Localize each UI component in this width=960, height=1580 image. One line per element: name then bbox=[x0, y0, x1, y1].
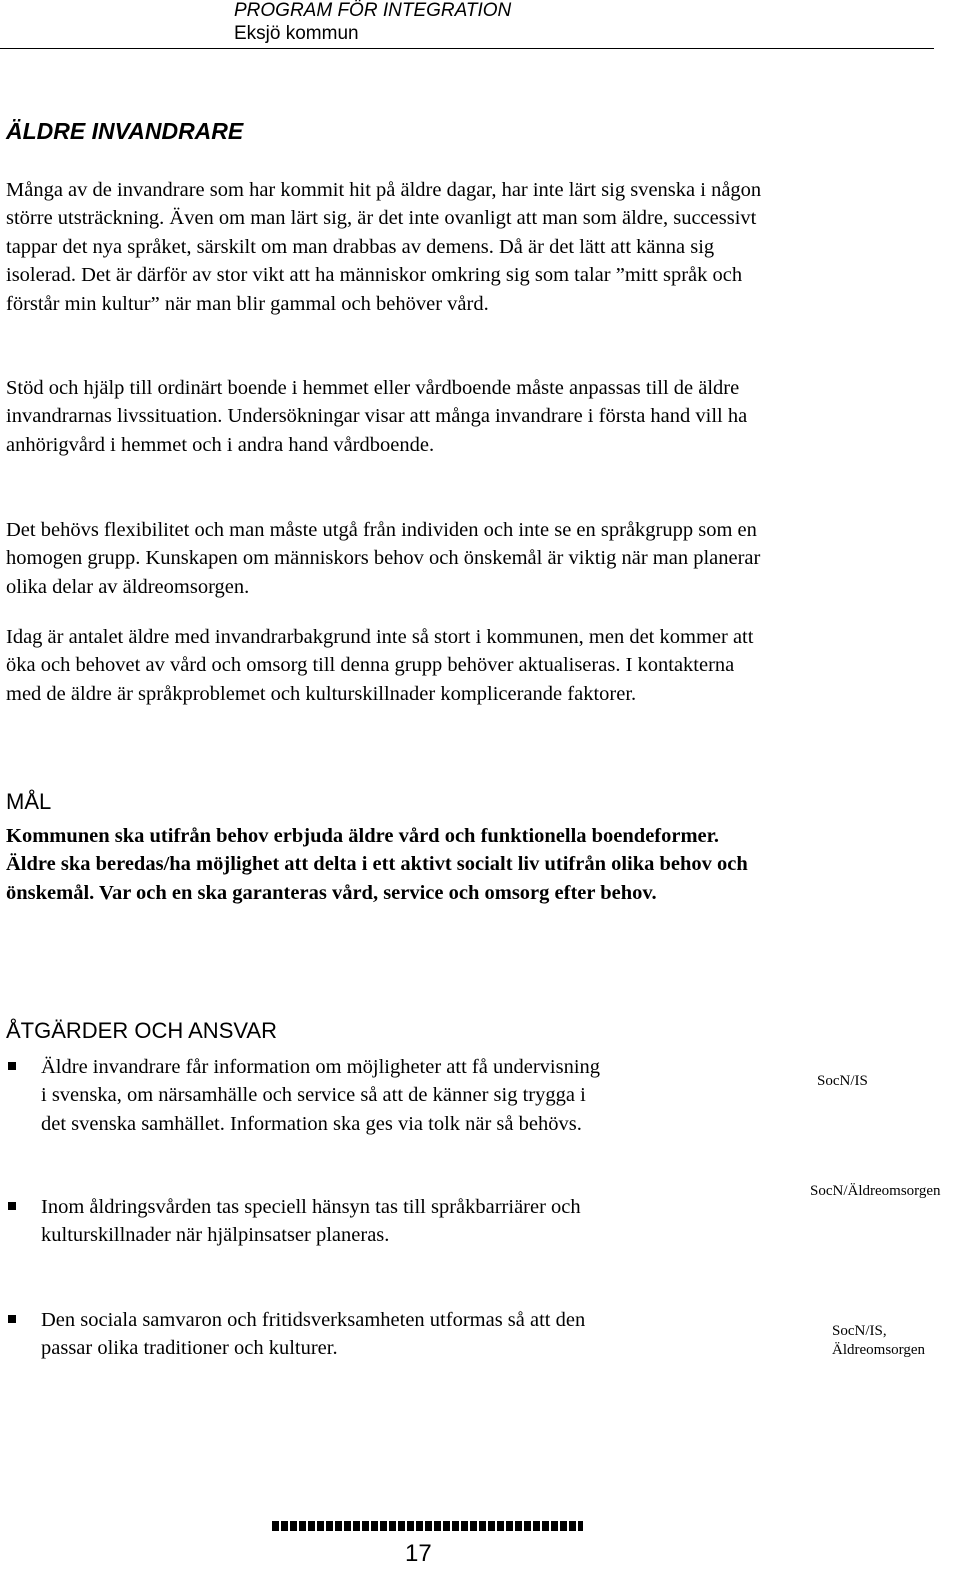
footer-decorative-bar bbox=[272, 1521, 583, 1531]
action-item-text: Den sociala samvaron och fritidsverksamheten utformas så att den passar olika traditioner och kulturer. bbox=[41, 1309, 586, 1360]
paragraph-4: Idag är antalet äldre med invandrarbakgrund inte så stort i kommunen, men det kommer att öka och behovet av vård och omsorg till denna grupp behöver aktualiseras. I kontakterna med de äldre är språkproblemet och kulturskillnader komplicerande faktorer. bbox=[6, 626, 754, 705]
square-bullet-icon bbox=[8, 1315, 16, 1323]
action-responsible: SocN/IS bbox=[817, 1073, 868, 1089]
header-subtitle: Eksjö kommun bbox=[234, 23, 359, 44]
action-item-text: Inom åldringsvården tas speciell hänsyn tas till språkbarriärer och kulturskillnader när hjälpinsatser planeras. bbox=[41, 1196, 581, 1247]
page-header bbox=[0, 0, 934, 49]
paragraph-1: Många av de invandrare som har kommit hit på äldre dagar, har inte lärt sig svenska i någon större utsträckning. Även om man lärt sig, är det inte ovanligt att man som äldre, successivt tappar det nya språket, särskilt om man drabbas av demens. Då är det lätt att känna sig isolerad. Det är därför av stor vikt att ha människor omkring sig som talar ”mitt språk och förstår min kultur” när man blir gammal och behöver vård. bbox=[6, 179, 762, 315]
square-bullet-icon bbox=[8, 1202, 16, 1210]
square-bullet-icon bbox=[8, 1062, 16, 1070]
actions-heading: ÅTGÄRDER OCH ANSVAR bbox=[6, 1018, 277, 1043]
goal-text: Kommunen ska utifrån behov erbjuda äldre vård och funktionella boendeformer. Äldre ska beredas/ha möjlighet att delta i ett aktivt socialt liv utifrån olika behov och önskemål. Var och en ska garanteras vård, service och omsorg efter behov. bbox=[6, 825, 748, 904]
paragraph-2: Stöd och hjälp till ordinärt boende i hemmet eller vårdboende måste anpassas till de äldre invandrarnas livssituation. Undersökningar visar att många invandrare i första hand vill ha anhörigvård i hemmet och i andra hand vårdboende. bbox=[6, 377, 748, 456]
goal-heading: MÅL bbox=[6, 789, 52, 814]
action-responsible: SocN/Äldreomsorgen bbox=[810, 1183, 941, 1199]
action-responsible: SocN/IS, Äldreomsorgen bbox=[832, 1323, 926, 1358]
action-item-text: Äldre invandrare får information om möjligheter att få undervisning i svenska, om närsamhälle och service så att de känner sig trygga i det svenska samhället. Information ska ges via tolk när så behövs. bbox=[41, 1056, 601, 1135]
paragraph-3: Det behövs flexibilitet och man måste utgå från individen och inte se en språkgrupp som en homogen grupp. Kunskapen om människors behov och önskemål är viktig när man planerar olika delar av äldreomsorgen. bbox=[6, 519, 761, 598]
page-number: 17 bbox=[405, 1540, 432, 1567]
section-title: ÄLDRE INVANDRARE bbox=[6, 118, 244, 144]
header-title: PROGRAM FÖR INTEGRATION bbox=[234, 0, 512, 21]
